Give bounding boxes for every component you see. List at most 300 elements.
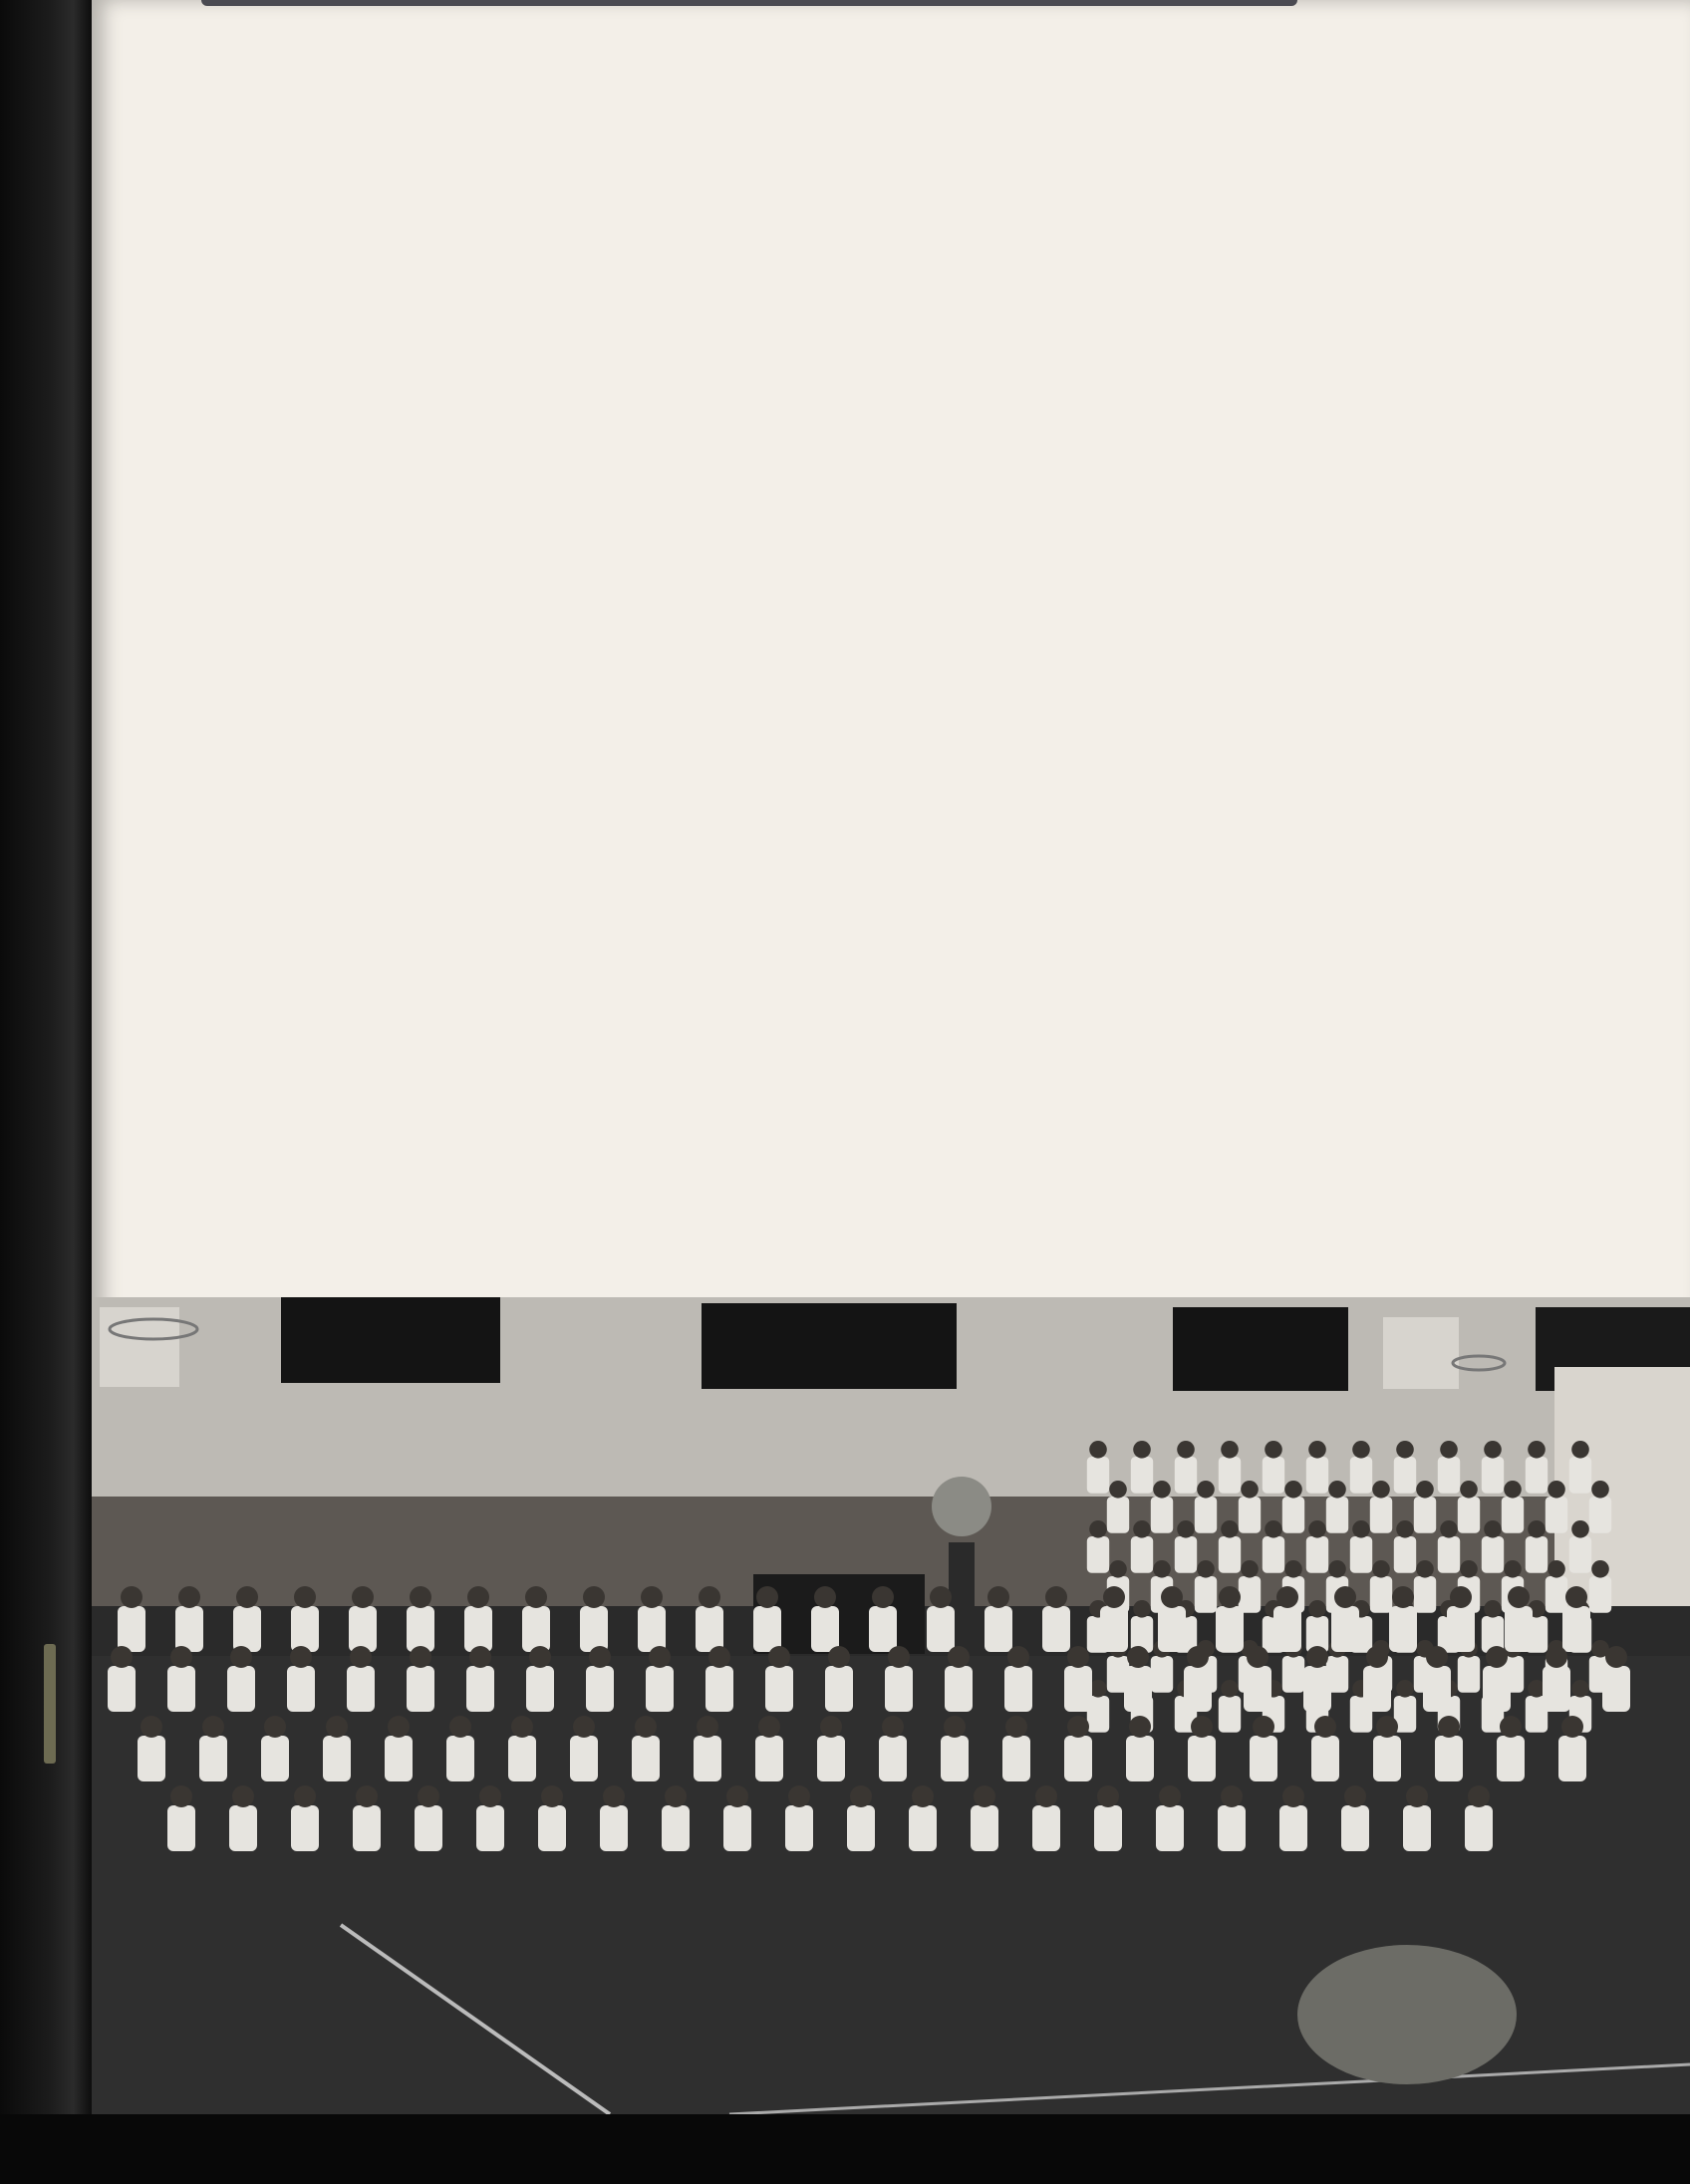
student-figure [1370,1576,1392,1613]
gymnasium-group-photo [92,1297,1690,2114]
student-head [1352,1441,1370,1459]
student-figure [353,1805,381,1851]
student-head [1221,1785,1243,1807]
student-head [449,1716,471,1738]
student-figure [1126,1736,1154,1781]
student-head [1440,1441,1458,1459]
student-head [1504,1481,1522,1499]
student-figure [1087,1457,1109,1494]
gym-window [281,1297,500,1383]
student-head [756,1586,778,1608]
student-figure [1458,1656,1480,1693]
student-figure [945,1666,973,1712]
student-head [1109,1560,1127,1578]
student-figure [1546,1576,1567,1613]
student-head [1548,1560,1565,1578]
student-figure [1389,1606,1417,1652]
student-head [1241,1560,1259,1578]
student-head [1089,1441,1107,1459]
student-head [410,1586,431,1608]
student-head [1187,1646,1209,1668]
student-figure [1447,1606,1475,1652]
student-figure [825,1666,853,1712]
student-head [1308,1441,1326,1459]
student-figure [385,1736,413,1781]
student-head [788,1785,810,1807]
student-figure [1497,1736,1525,1781]
student-head [1284,1560,1302,1578]
student-head [1221,1520,1239,1538]
student-head [529,1646,551,1668]
student-figure [1363,1666,1391,1712]
student-head [1161,1586,1183,1608]
student-figure [753,1606,781,1652]
student-head [388,1716,410,1738]
student-head [1426,1646,1448,1668]
student-head [1486,1646,1508,1668]
student-figure [1306,1536,1328,1573]
student-head [1565,1586,1587,1608]
student-figure [233,1606,261,1652]
student-head [1109,1481,1127,1499]
photo-illustration [92,1297,1690,2114]
student-head [178,1586,200,1608]
student-head [141,1716,162,1738]
student-head [1328,1481,1346,1499]
student-head [1045,1586,1067,1608]
student-figure [1218,1805,1246,1851]
student-head [525,1586,547,1608]
student-head [820,1716,842,1738]
student-head [930,1586,952,1608]
student-head [1005,1716,1027,1738]
student-head [1416,1560,1434,1578]
student-head [170,1646,192,1668]
student-figure [1414,1497,1436,1533]
student-head [1438,1716,1460,1738]
student-head [350,1646,372,1668]
student-figure [538,1805,566,1851]
student-head [1129,1716,1151,1738]
student-head [944,1716,966,1738]
student-figure [1175,1457,1197,1494]
student-figure [1414,1576,1436,1613]
student-head [758,1716,780,1738]
student-figure [1219,1696,1241,1733]
student-head [1247,1646,1268,1668]
student-head [1265,1441,1282,1459]
student-head [1561,1716,1583,1738]
student-figure [985,1606,1012,1652]
student-figure [138,1736,165,1781]
student-figure [1331,1606,1359,1652]
student-head [665,1785,687,1807]
student-figure [476,1805,504,1851]
student-figure [522,1606,550,1652]
book-bottom-edge [0,2114,1690,2184]
book-binding [0,0,92,2184]
student-head [1282,1785,1304,1807]
student-head [230,1646,252,1668]
student-figure [1482,1536,1504,1573]
student-figure [199,1736,227,1781]
student-figure [879,1736,907,1781]
student-head [1396,1520,1414,1538]
student-figure [1239,1497,1261,1533]
student-figure [586,1666,614,1712]
student-figure [1004,1666,1032,1712]
student-head [1334,1586,1356,1608]
student-head [294,1785,316,1807]
student-figure [817,1736,845,1781]
student-head [1528,1520,1546,1538]
student-figure [291,1606,319,1652]
student-head [1328,1560,1346,1578]
yearbook-page [92,0,1690,2114]
student-head [649,1646,671,1668]
student-figure [1394,1457,1416,1494]
student-head [1376,1716,1398,1738]
student-head [583,1586,605,1608]
student-figure [1370,1497,1392,1533]
student-figure [885,1666,913,1712]
student-figure [1151,1497,1173,1533]
student-figure [446,1736,474,1781]
student-head [1308,1520,1326,1538]
student-figure [1239,1576,1261,1613]
student-figure [466,1666,494,1712]
student-head [1366,1646,1388,1668]
student-head [1308,1600,1326,1618]
student-head [418,1785,439,1807]
student-head [1484,1520,1502,1538]
student-figure [1589,1576,1611,1613]
student-figure [1505,1606,1533,1652]
student-figure [1350,1457,1372,1494]
fern-plant [1297,1945,1517,2084]
student-figure [1042,1606,1070,1652]
student-figure [570,1736,598,1781]
spine-tag [44,1644,56,1764]
student-head [410,1646,431,1668]
student-figure [1273,1606,1301,1652]
basketball-backboard [1383,1317,1459,1389]
student-figure [1282,1656,1304,1693]
student-figure [261,1736,289,1781]
student-head [1153,1560,1171,1578]
student-figure [1526,1457,1548,1494]
student-head [1591,1560,1609,1578]
student-head [1159,1785,1181,1807]
student-figure [646,1666,674,1712]
student-head [726,1785,748,1807]
student-figure [1184,1666,1212,1712]
student-figure [1032,1805,1060,1851]
student-head [1468,1785,1490,1807]
student-figure [1064,1666,1092,1712]
student-figure [1341,1805,1369,1851]
student-head [1484,1441,1502,1459]
student-head [1450,1586,1472,1608]
student-figure [705,1666,733,1712]
student-head [1177,1441,1195,1459]
student-figure [1558,1736,1586,1781]
student-figure [1158,1606,1186,1652]
student-head [1440,1520,1458,1538]
student-head [1548,1481,1565,1499]
student-head [1396,1441,1414,1459]
student-figure [1311,1736,1339,1781]
student-head [1153,1481,1171,1499]
student-figure [287,1666,315,1712]
student-figure [1543,1666,1570,1712]
student-head [1416,1481,1434,1499]
student-head [1372,1560,1390,1578]
student-figure [1502,1497,1524,1533]
student-head [987,1586,1009,1608]
student-head [1571,1441,1589,1459]
student-head [603,1785,625,1807]
student-head [912,1785,934,1807]
student-head [479,1785,501,1807]
student-figure [1546,1497,1567,1533]
student-figure [909,1805,937,1851]
flower-arrangement [932,1477,991,1536]
student-figure [1482,1457,1504,1494]
student-head [974,1785,995,1807]
student-head [1571,1680,1589,1698]
student-figure [1064,1736,1092,1781]
student-head [1605,1646,1627,1668]
student-figure [1458,1497,1480,1533]
student-head [1089,1520,1107,1538]
student-figure [1326,1497,1348,1533]
student-figure [1306,1457,1328,1494]
student-figure [941,1736,969,1781]
student-figure [1175,1536,1197,1573]
student-figure [167,1805,195,1851]
student-head [236,1586,258,1608]
student-figure [1423,1666,1451,1712]
student-figure [1403,1805,1431,1851]
student-head [768,1646,790,1668]
student-figure [811,1606,839,1652]
student-head [326,1716,348,1738]
student-figure [1303,1666,1331,1712]
student-head [1460,1481,1478,1499]
student-head [1352,1520,1370,1538]
student-figure [1131,1457,1153,1494]
student-head [1314,1716,1336,1738]
student-head [1591,1481,1609,1499]
student-head [641,1586,663,1608]
student-figure [1589,1497,1611,1533]
student-head [1067,1646,1089,1668]
student-head [541,1785,563,1807]
student-figure [1569,1536,1591,1573]
student-figure [526,1666,554,1712]
student-head [1253,1716,1274,1738]
student-figure [108,1666,136,1712]
student-head [1191,1716,1213,1738]
student-figure [927,1606,955,1652]
student-head [1504,1560,1522,1578]
events-left-column [328,317,1005,546]
student-head [1571,1520,1589,1538]
student-figure [508,1736,536,1781]
student-head [888,1646,910,1668]
student-figure [1107,1497,1129,1533]
student-head [708,1646,730,1668]
student-head [202,1716,224,1738]
student-head [121,1586,142,1608]
student-figure [1250,1736,1277,1781]
student-figure [1219,1457,1241,1494]
student-figure [347,1666,375,1712]
student-figure [971,1805,998,1851]
previous-page-edge [201,0,1297,6]
student-head [352,1586,374,1608]
student-figure [118,1606,145,1652]
student-head [1372,1481,1390,1499]
student-figure [694,1736,721,1781]
student-head [1344,1785,1366,1807]
student-figure [1465,1805,1493,1851]
student-head [635,1716,657,1738]
events-right-column [919,317,1626,548]
student-figure [1394,1536,1416,1573]
student-head [1197,1481,1215,1499]
student-head [882,1716,904,1738]
student-figure [632,1736,660,1781]
student-head [1241,1481,1259,1499]
student-figure [1526,1536,1548,1573]
student-head [1035,1785,1057,1807]
student-figure [1282,1497,1304,1533]
student-head [948,1646,970,1668]
student-figure [1435,1736,1463,1781]
student-head [1460,1560,1478,1578]
student-figure [1602,1666,1630,1712]
student-figure [167,1666,195,1712]
student-figure [580,1606,608,1652]
student-figure [1156,1805,1184,1851]
student-head [699,1586,720,1608]
student-figure [785,1805,813,1851]
student-head [290,1646,312,1668]
student-figure [1263,1536,1284,1573]
student-head [170,1785,192,1807]
student-figure [1244,1666,1271,1712]
student-head [1406,1785,1428,1807]
student-figure [1438,1457,1460,1494]
student-head [872,1586,894,1608]
student-head [1103,1586,1125,1608]
student-head [1265,1520,1282,1538]
student-figure [175,1606,203,1652]
student-head [1306,1646,1328,1668]
student-figure [847,1805,875,1851]
student-head [356,1785,378,1807]
student-figure [1373,1736,1401,1781]
student-head [1221,1680,1239,1698]
student-head [1133,1441,1151,1459]
student-head [1133,1600,1151,1618]
student-figure [407,1666,434,1712]
student-head [1097,1785,1119,1807]
student-head [1007,1646,1029,1668]
student-head [1508,1586,1530,1608]
student-head [1528,1441,1546,1459]
student-head [1484,1600,1502,1618]
student-figure [1124,1666,1152,1712]
student-figure [1216,1606,1244,1652]
student-head [1133,1520,1151,1538]
student-figure [407,1606,434,1652]
student-head [1067,1716,1089,1738]
student-head [850,1785,872,1807]
student-figure [1087,1536,1109,1573]
student-figure [1569,1457,1591,1494]
gym-window [702,1303,957,1389]
student-head [1127,1646,1149,1668]
student-head [1500,1716,1522,1738]
student-figure [1263,1457,1284,1494]
student-figure [1350,1536,1372,1573]
student-figure [1279,1805,1307,1851]
student-figure [755,1736,783,1781]
student-figure [696,1606,723,1652]
student-figure [1094,1805,1122,1851]
student-figure [464,1606,492,1652]
student-figure [1002,1736,1030,1781]
student-head [1177,1520,1195,1538]
student-figure [638,1606,666,1652]
student-figure [1438,1536,1460,1573]
student-figure [723,1805,751,1851]
gym-window [1173,1307,1348,1391]
student-head [573,1716,595,1738]
student-figure [1151,1656,1173,1693]
student-figure [662,1805,690,1851]
student-head [1221,1441,1239,1459]
student-figure [1131,1536,1153,1573]
student-head [1219,1586,1241,1608]
student-head [1197,1560,1215,1578]
student-head [589,1646,611,1668]
student-head [1284,1481,1302,1499]
student-head [264,1716,286,1738]
student-figure [1483,1666,1511,1712]
student-head [697,1716,718,1738]
student-figure [229,1805,257,1851]
student-head [1276,1586,1298,1608]
student-figure [227,1666,255,1712]
student-head [1546,1646,1567,1668]
student-figure [869,1606,897,1652]
student-figure [1195,1497,1217,1533]
student-figure [1562,1606,1590,1652]
student-figure [1188,1736,1216,1781]
student-head [511,1716,533,1738]
student-figure [1219,1536,1241,1573]
student-figure [323,1736,351,1781]
student-figure [765,1666,793,1712]
student-figure [1195,1576,1217,1613]
student-head [814,1586,836,1608]
student-head [232,1785,254,1807]
student-head [469,1646,491,1668]
